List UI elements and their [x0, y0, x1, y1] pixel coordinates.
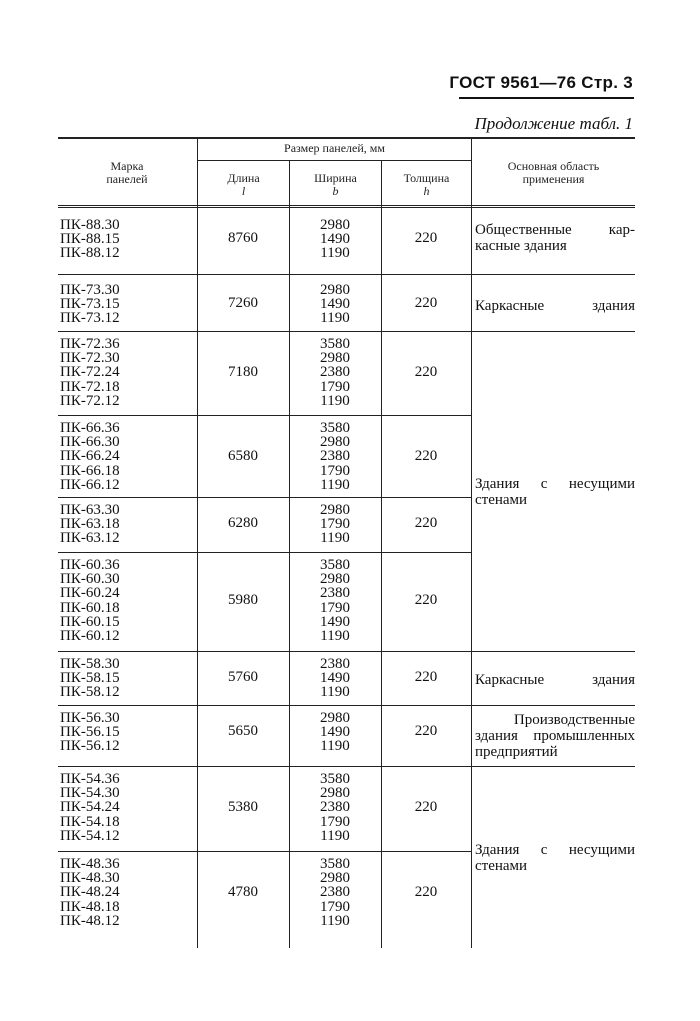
row-separator: [58, 766, 635, 767]
panel-widths-cell: [290, 772, 380, 843]
panel-mark: ПК-58.15: [60, 670, 120, 687]
panel-width: 2980: [320, 502, 350, 518]
panel-mark: ПК-48.36: [60, 856, 120, 872]
panel-length: 5760: [228, 669, 258, 686]
panel-width: 1190: [320, 392, 350, 409]
panel-mark: ПК-56.30: [60, 710, 120, 726]
row-separator: [58, 851, 471, 852]
panel-mark: ПК-73.15: [60, 296, 120, 313]
application-area-line: Каркасные здания: [475, 672, 635, 688]
panel-mark: ПК-66.12: [60, 476, 120, 493]
panel-width: 2380: [320, 799, 350, 816]
panel-mark: ПК-60.30: [60, 571, 120, 588]
panel-thickness: 220: [414, 363, 438, 380]
panel-mark: ПК-60.36: [60, 557, 120, 573]
application-area-line: Общественные кар-: [475, 222, 635, 238]
panel-width: 1490: [320, 724, 350, 741]
panel-mark: ПК-58.12: [60, 684, 120, 701]
row-separator: [58, 651, 635, 652]
panel-width: 2980: [320, 350, 350, 367]
panel-mark: ПК-72.18: [60, 378, 120, 395]
panel-mark: ПК-48.24: [60, 884, 120, 901]
page-header-title: ГОСТ 9561—76 Стр. 3: [449, 73, 633, 92]
panel-width: 2380: [320, 656, 350, 672]
panel-thickness: 220: [414, 883, 438, 900]
header-thickness-label: Толщина: [403, 171, 450, 185]
panel-marks-cell: [60, 283, 120, 326]
panel-mark: ПК-72.30: [60, 350, 120, 367]
panel-width: 1790: [320, 516, 350, 533]
panel-width: 1190: [320, 628, 350, 645]
panel-mark: ПК-48.12: [60, 912, 120, 929]
panel-mark: ПК-54.18: [60, 813, 120, 830]
panel-length: 7260: [228, 295, 258, 312]
panel-mark: ПК-60.18: [60, 599, 120, 616]
panel-thickness: 220: [414, 723, 438, 740]
panel-mark: ПК-73.30: [60, 282, 120, 298]
row-separator: [58, 497, 471, 498]
panel-width: 1190: [320, 684, 350, 701]
panel-mark: ПК-48.30: [60, 870, 120, 887]
panel-mark: ПК-88.15: [60, 231, 120, 248]
panel-thickness: 220: [414, 295, 438, 312]
panel-width: 3580: [320, 771, 350, 787]
panel-width: 2380: [320, 364, 350, 381]
panel-length: 6280: [228, 515, 258, 532]
panel-width: 2380: [320, 448, 350, 465]
panel-width: 1790: [320, 378, 350, 395]
panel-widths-cell: [290, 503, 380, 546]
panel-mark: ПК-88.12: [60, 245, 120, 262]
header-rule: [459, 97, 634, 99]
panel-width: 1190: [320, 912, 350, 929]
panel-mark: ПК-60.24: [60, 585, 120, 602]
panel-thickness: 220: [414, 447, 438, 464]
application-area-cell: [475, 222, 635, 254]
panel-mark: ПК-54.24: [60, 799, 120, 816]
panel-width: 2980: [320, 710, 350, 726]
panel-mark: ПК-66.36: [60, 420, 120, 436]
header-length-symbol: l: [241, 184, 246, 198]
header-bottom-rule: [58, 205, 635, 208]
panel-mark: ПК-56.12: [60, 738, 120, 755]
panel-width: 2380: [320, 884, 350, 901]
application-area-line: здания промышленных: [475, 728, 635, 744]
row-separator: [58, 705, 635, 706]
panel-marks-cell: [60, 657, 120, 700]
row-separator: [58, 552, 471, 553]
panel-width: 1790: [320, 599, 350, 616]
panel-widths-cell: [290, 857, 380, 928]
panel-mark: ПК-66.18: [60, 462, 120, 479]
panel-width: 2980: [320, 282, 350, 298]
table-continuation-label: Продолжение табл. 1: [474, 114, 633, 133]
panel-widths-cell: [290, 657, 380, 700]
application-area-line: предприятий: [475, 744, 558, 760]
application-area-cell: [475, 298, 635, 314]
panel-length: 5650: [228, 723, 258, 740]
header-thickness: [382, 172, 471, 198]
panel-width: 3580: [320, 856, 350, 872]
col-divider-4: [471, 138, 472, 948]
header-length-label: Длина: [227, 171, 260, 185]
panel-mark: ПК-60.12: [60, 628, 120, 645]
panel-marks-cell: [60, 558, 120, 643]
header-width-symbol: b: [332, 184, 339, 198]
application-area-line: стенами: [475, 858, 528, 874]
panel-mark: ПК-88.30: [60, 217, 120, 233]
panel-mark: ПК-73.12: [60, 310, 120, 327]
panel-width: 1190: [320, 310, 350, 327]
panel-mark: ПК-54.30: [60, 785, 120, 802]
panel-mark: ПК-72.24: [60, 364, 120, 381]
col-divider-3: [381, 160, 382, 948]
panel-width: 2980: [320, 434, 350, 451]
panel-widths-cell: [290, 337, 380, 408]
panel-width: 3580: [320, 557, 350, 573]
panel-width: 1490: [320, 670, 350, 687]
application-area-line: касные здания: [475, 238, 567, 254]
panel-widths-cell: [290, 558, 380, 643]
panel-width: 1790: [320, 462, 350, 479]
panel-mark: ПК-48.18: [60, 898, 120, 915]
panel-marks-cell: [60, 421, 120, 492]
panel-mark: ПК-56.15: [60, 724, 120, 741]
panel-marks-cell: [60, 337, 120, 408]
panel-length: 5980: [228, 591, 258, 608]
panel-mark: ПК-54.12: [60, 827, 120, 844]
panel-width: 1190: [320, 530, 350, 547]
panel-mark: ПК-63.18: [60, 516, 120, 533]
panel-mark: ПК-60.15: [60, 613, 120, 630]
application-area-cell: [475, 476, 635, 508]
panel-width: 1790: [320, 813, 350, 830]
header-thickness-symbol: h: [423, 184, 430, 198]
row-separator: [58, 331, 635, 332]
header-width-label: Ширина: [314, 171, 357, 185]
header-mark-line1: Марка: [110, 159, 144, 173]
panel-widths-cell: [290, 421, 380, 492]
panel-thickness: 220: [414, 798, 438, 815]
application-area-line: Здания с несущими: [475, 476, 635, 492]
header-mark-line2: панелей: [106, 172, 148, 186]
application-area-line: Здания с несущими: [475, 842, 635, 858]
panel-width: 3580: [320, 420, 350, 436]
panel-marks-cell: [60, 218, 120, 261]
panel-length: 6580: [228, 447, 258, 464]
panel-mark: ПК-63.30: [60, 502, 120, 518]
panel-widths-cell: [290, 711, 380, 754]
panel-marks-cell: [60, 711, 120, 754]
panel-length: 5380: [228, 798, 258, 815]
panel-width: 2980: [320, 870, 350, 887]
application-area-line: Каркасные здания: [475, 298, 635, 314]
panel-width: 1490: [320, 613, 350, 630]
panel-mark: ПК-63.12: [60, 530, 120, 547]
panel-width: 1190: [320, 738, 350, 755]
panel-width: 1190: [320, 827, 350, 844]
panel-width: 1490: [320, 231, 350, 248]
panel-length: 7180: [228, 363, 258, 380]
application-area-line: стенами: [475, 492, 528, 508]
header-size-group: Размер панелей, мм: [284, 141, 385, 155]
application-area-line: Производственные: [513, 712, 635, 728]
header-area-line1: Основная область: [507, 159, 600, 173]
table-top-rule: [58, 137, 635, 139]
panel-marks-cell: [60, 772, 120, 843]
panel-thickness: 220: [414, 591, 438, 608]
header-length: [198, 172, 289, 198]
panel-marks-cell: [60, 503, 120, 546]
panel-mark: ПК-72.36: [60, 336, 120, 352]
panel-thickness: 220: [414, 669, 438, 686]
panel-mark: ПК-66.24: [60, 448, 120, 465]
header-area: [472, 160, 635, 186]
panel-width: 1190: [320, 476, 350, 493]
panel-width: 2980: [320, 217, 350, 233]
panel-width: 1490: [320, 296, 350, 313]
panel-mark: ПК-66.30: [60, 434, 120, 451]
panel-mark: ПК-54.36: [60, 771, 120, 787]
header-area-line2: применения: [522, 172, 585, 186]
panel-length: 4780: [228, 883, 258, 900]
application-area-cell: [475, 712, 635, 760]
panel-widths-cell: [290, 218, 380, 261]
panel-marks-cell: [60, 857, 120, 928]
application-area-cell: [475, 842, 635, 874]
panel-mark: ПК-58.30: [60, 656, 120, 672]
row-separator: [58, 274, 635, 275]
size-group-rule: [197, 160, 471, 161]
row-separator: [58, 415, 471, 416]
panel-width: 1190: [320, 245, 350, 262]
col-divider-1: [197, 138, 198, 948]
panel-thickness: 220: [414, 515, 438, 532]
header-mark: [82, 160, 172, 186]
panel-length: 8760: [228, 230, 258, 247]
application-area-cell: [475, 672, 635, 688]
header-width: [290, 172, 381, 198]
panel-widths-cell: [290, 283, 380, 326]
panel-width: 1790: [320, 898, 350, 915]
panel-mark: ПК-72.12: [60, 392, 120, 409]
panel-width: 2980: [320, 785, 350, 802]
panel-width: 2980: [320, 571, 350, 588]
panel-width: 2380: [320, 585, 350, 602]
panel-width: 3580: [320, 336, 350, 352]
panel-thickness: 220: [414, 230, 438, 247]
